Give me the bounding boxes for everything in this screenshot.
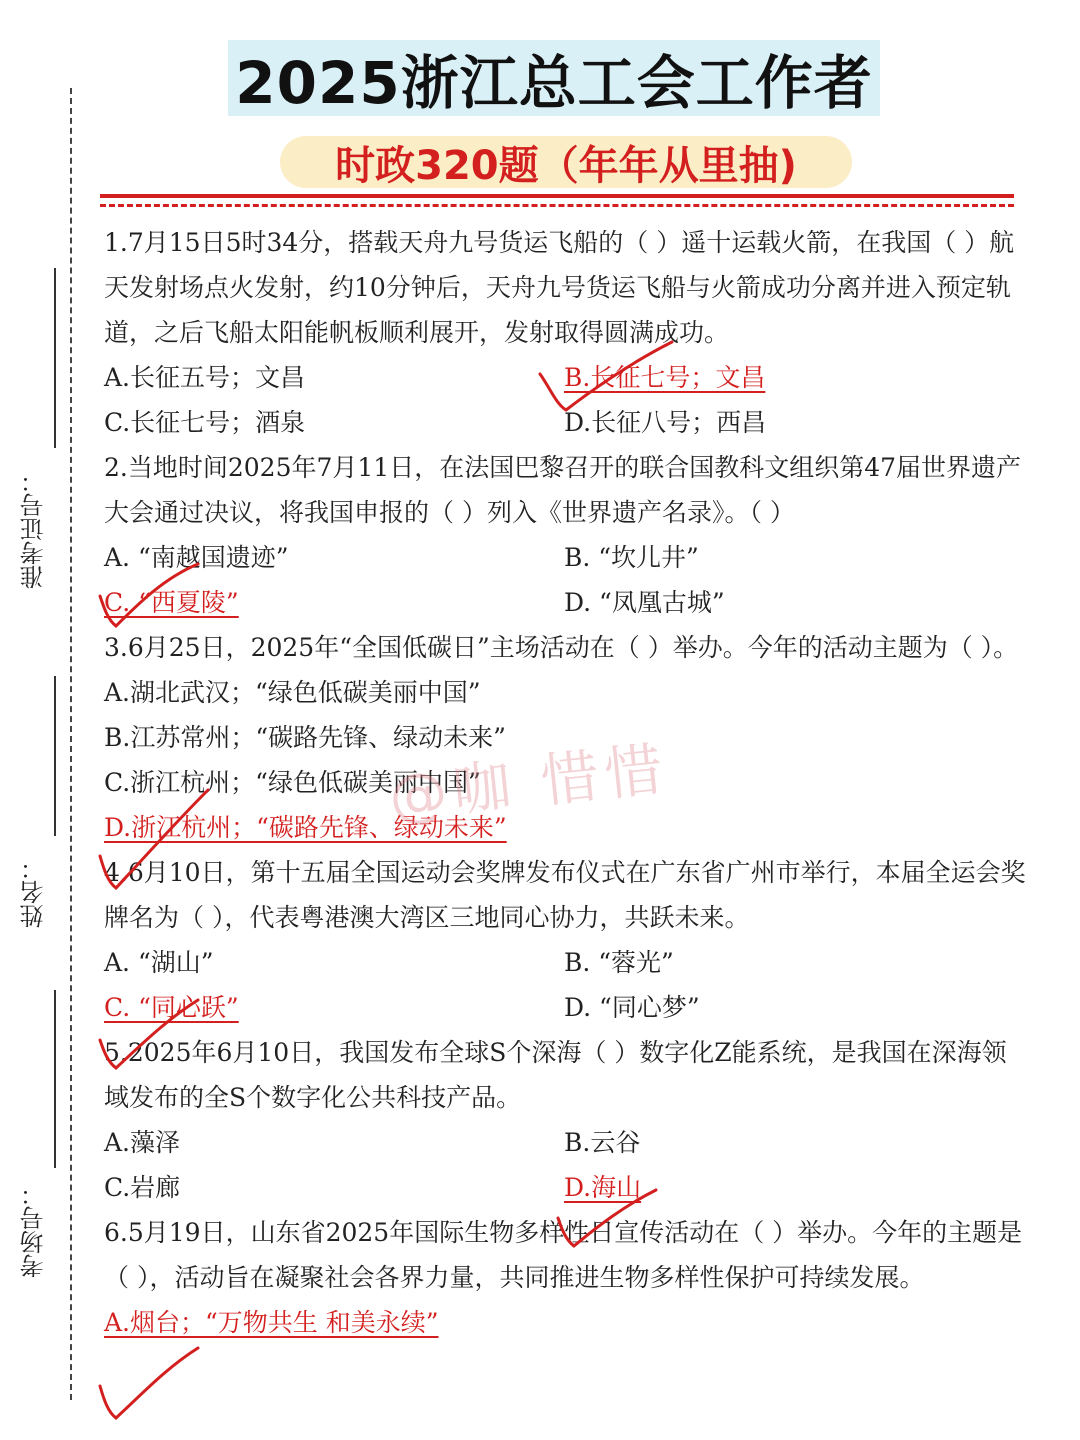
- question-text: 1.7月15日5时34分，搭载天舟九号货运飞船的（ ）遥十运载火箭，在我国（ ）航天发射场点火发射，约10分钟后，天舟九号货运飞船与火箭成功分离并进入预定轨道，之后飞船太阳能帆板顺利展开，发射取得圆满成功。: [104, 228, 1015, 347]
- option-b[interactable]: B. “蓉光”: [564, 948, 674, 977]
- option-a[interactable]: A. “湖山”: [104, 948, 214, 977]
- name-blank[interactable]: [54, 676, 56, 836]
- subtitle-banner: [280, 136, 852, 188]
- option-d[interactable]: D. “凤凰古城”: [564, 588, 725, 617]
- question-text: 3.6月25日，2025年“全国低碳日”主场活动在（ ）举办。今年的活动主题为（ ）。: [104, 633, 1019, 662]
- question-4: [104, 850, 1029, 1030]
- option-d-correct[interactable]: D.海山: [564, 1173, 642, 1202]
- exam-number-blank[interactable]: [54, 268, 56, 448]
- check-mark-icon: [532, 338, 682, 418]
- side-field-exam-room: [16, 990, 60, 1290]
- exam-room-blank[interactable]: [54, 990, 56, 1168]
- option-b[interactable]: B.云谷: [564, 1128, 641, 1157]
- option-b[interactable]: B. “坎儿井”: [564, 543, 699, 572]
- page-title: 2025浙江总工会工作者: [235, 49, 873, 117]
- option-d[interactable]: D. “同心梦”: [564, 993, 700, 1022]
- option-b[interactable]: B.江苏常州；“碳路先锋、绿动未来”: [104, 723, 506, 752]
- option-a[interactable]: A.湖北武汉；“绿色低碳美丽中国”: [104, 678, 481, 707]
- option-d[interactable]: D.长征八号；西昌: [564, 408, 767, 437]
- option-c-correct[interactable]: C. “西夏陵”: [104, 588, 239, 617]
- name-label: 姓名：: [20, 856, 48, 928]
- options: [104, 535, 1029, 625]
- options: [104, 940, 1029, 1030]
- option-c-correct[interactable]: C. “同心跃”: [104, 993, 239, 1022]
- question-2: [104, 445, 1029, 625]
- question-text: 6.5月19日，山东省2025年国际生物多样性日宣传活动在（ ）举办。今年的主题是（ ），活动旨在凝聚社会各界力量，共同推进生物多样性保护可持续发展。: [104, 1218, 1023, 1292]
- exam-number-label: 准考证号：: [20, 469, 48, 589]
- header-rule-solid: [100, 194, 1014, 198]
- question-text: 5.2025年6月10日，我国发布全球S个深海（ ）数字化Z能系统，是我国在深海领域发布的全S个数字化公共科技产品。: [104, 1038, 1007, 1112]
- option-a[interactable]: A.藻泽: [104, 1128, 181, 1157]
- option-a-correct[interactable]: A.烟台；“万物共生 和美永续”: [104, 1308, 439, 1337]
- question-5: [104, 1030, 1029, 1210]
- check-mark-icon: [552, 1186, 662, 1250]
- check-mark-icon: [94, 560, 204, 632]
- side-field-name: [16, 676, 60, 936]
- question-text: 2.当地时间2025年7月11日，在法国巴黎召开的联合国教科文组织第47届世界遗产大会通过决议，将我国申报的（ ）列入《世界遗产名录》。（ ）: [104, 453, 1022, 527]
- option-c[interactable]: C.岩廊: [104, 1173, 181, 1202]
- side-field-exam-number: [16, 268, 60, 598]
- options: [104, 1300, 1029, 1345]
- option-a[interactable]: A.长征五号；文昌: [104, 363, 306, 392]
- title-banner: [228, 40, 880, 116]
- option-c[interactable]: C.长征七号；酒泉: [104, 408, 306, 437]
- check-mark-icon: [94, 1344, 204, 1424]
- exam-room-label: 考场号：: [20, 1182, 48, 1278]
- check-mark-icon: [94, 786, 214, 896]
- check-mark-icon: [94, 996, 204, 1072]
- option-a[interactable]: A. “南越国遗迹”: [104, 543, 289, 572]
- watermark: @咖 惜惜: [385, 734, 672, 832]
- question-text: 4.6月10日，第十五届全国运动会奖牌发布仪式在广东省广州市举行，本届全运会奖牌名为（ ），代表粤港澳大湾区三地同心协力，共跃未来。: [104, 858, 1026, 932]
- option-d-correct[interactable]: D.浙江杭州；“碳路先锋、绿动未来”: [104, 813, 507, 842]
- option-c[interactable]: C.浙江杭州；“绿色低碳美丽中国”: [104, 768, 481, 797]
- page-subtitle: 时政320题（年年从里抽): [335, 142, 797, 189]
- option-b-correct[interactable]: B.长征七号；文昌: [564, 363, 766, 392]
- header-rule-dashed: [100, 204, 1014, 207]
- binding-dashed-line: [70, 88, 72, 1400]
